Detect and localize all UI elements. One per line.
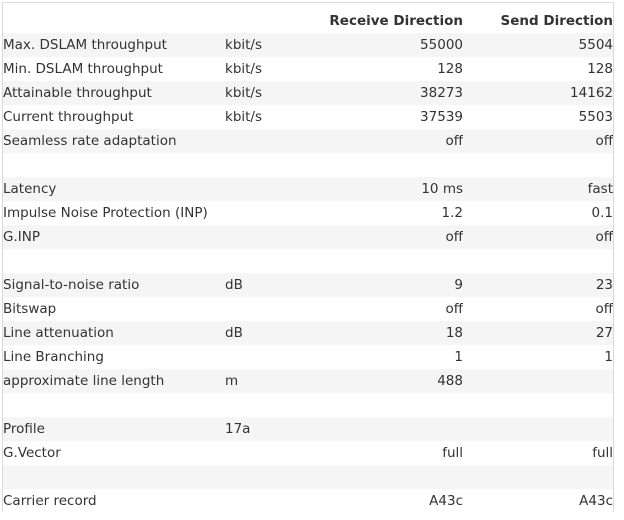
row-send-value: full <box>463 441 613 465</box>
row-label <box>3 465 225 489</box>
row-label: Attainable throughput <box>3 81 225 105</box>
row-label: G.Vector <box>3 441 225 465</box>
table-row <box>3 225 613 249</box>
row-receive-value: 18 <box>323 321 463 345</box>
row-label: Latency <box>3 177 225 201</box>
table-row <box>3 441 613 465</box>
table-row <box>3 369 613 393</box>
row-send-value <box>463 417 613 441</box>
row-unit: 17a <box>225 417 323 441</box>
table-row <box>3 489 613 513</box>
row-unit <box>225 249 323 273</box>
table-body <box>3 33 613 513</box>
row-label: Line attenuation <box>3 321 225 345</box>
row-receive-value <box>323 249 463 273</box>
row-send-value: off <box>463 129 613 153</box>
row-send-value: 5504 <box>463 33 613 57</box>
table-row <box>3 345 613 369</box>
row-receive-value: 37539 <box>323 105 463 129</box>
table-row <box>3 33 613 57</box>
table-row <box>3 57 613 81</box>
row-label: Profile <box>3 417 225 441</box>
row-label <box>3 153 225 177</box>
row-receive-value <box>323 153 463 177</box>
row-send-value: 128 <box>463 57 613 81</box>
row-unit <box>225 201 323 225</box>
row-label: G.INP <box>3 225 225 249</box>
table-row <box>3 201 613 225</box>
row-receive-value: 9 <box>323 273 463 297</box>
row-send-value: 5503 <box>463 105 613 129</box>
row-receive-value: 128 <box>323 57 463 81</box>
row-send-value: fast <box>463 177 613 201</box>
row-send-value <box>463 393 613 417</box>
row-unit <box>225 441 323 465</box>
row-send-value <box>463 369 613 393</box>
row-label: Seamless rate adaptation <box>3 129 225 153</box>
row-send-value: 1 <box>463 345 613 369</box>
table-row <box>3 273 613 297</box>
row-receive-value <box>323 393 463 417</box>
row-receive-value: off <box>323 129 463 153</box>
row-receive-value: 38273 <box>323 81 463 105</box>
row-unit <box>225 153 323 177</box>
row-send-value <box>463 153 613 177</box>
table-row <box>3 465 613 489</box>
row-send-value: A43c <box>463 489 613 513</box>
row-send-value: 0.1 <box>463 201 613 225</box>
row-send-value: 14162 <box>463 81 613 105</box>
row-label: Line Branching <box>3 345 225 369</box>
row-unit <box>225 129 323 153</box>
row-unit: kbit/s <box>225 57 323 81</box>
receive-direction-header: Receive Direction <box>323 9 463 33</box>
row-label <box>3 249 225 273</box>
row-unit <box>225 177 323 201</box>
table-row <box>3 153 613 177</box>
row-receive-value <box>323 465 463 489</box>
row-label: Bitswap <box>3 297 225 321</box>
row-receive-value: 1.2 <box>323 201 463 225</box>
row-unit <box>225 297 323 321</box>
row-unit: kbit/s <box>225 105 323 129</box>
header-unit-cell <box>225 9 323 33</box>
row-unit <box>225 393 323 417</box>
dsl-spectrum-table <box>3 9 613 513</box>
row-receive-value: 488 <box>323 369 463 393</box>
row-label: Max. DSLAM throughput <box>3 33 225 57</box>
row-label: Impulse Noise Protection (INP) <box>3 201 225 225</box>
row-label: Carrier record <box>3 489 225 513</box>
row-receive-value: 10 ms <box>323 177 463 201</box>
row-label: approximate line length <box>3 369 225 393</box>
row-unit: kbit/s <box>225 81 323 105</box>
row-send-value: 27 <box>463 321 613 345</box>
row-send-value: 23 <box>463 273 613 297</box>
send-direction-header: Send Direction <box>463 9 613 33</box>
table-row <box>3 129 613 153</box>
row-receive-value: off <box>323 297 463 321</box>
table-row <box>3 297 613 321</box>
row-receive-value: A43c <box>323 489 463 513</box>
row-label: Signal-to-noise ratio <box>3 273 225 297</box>
row-label: Current throughput <box>3 105 225 129</box>
table-row <box>3 321 613 345</box>
row-receive-value: off <box>323 225 463 249</box>
row-send-value <box>463 249 613 273</box>
row-unit: kbit/s <box>225 33 323 57</box>
row-unit <box>225 489 323 513</box>
dsl-information-panel <box>2 2 614 512</box>
row-unit: m <box>225 369 323 393</box>
row-unit <box>225 345 323 369</box>
table-row <box>3 81 613 105</box>
row-receive-value: full <box>323 441 463 465</box>
table-row <box>3 417 613 441</box>
row-label <box>3 393 225 417</box>
row-receive-value: 1 <box>323 345 463 369</box>
row-unit <box>225 225 323 249</box>
row-label: Min. DSLAM throughput <box>3 57 225 81</box>
row-unit: dB <box>225 321 323 345</box>
header-label-cell <box>3 9 225 33</box>
row-send-value: off <box>463 297 613 321</box>
row-send-value <box>463 465 613 489</box>
row-send-value: off <box>463 225 613 249</box>
table-row <box>3 177 613 201</box>
row-unit: dB <box>225 273 323 297</box>
table-header-row <box>3 9 613 33</box>
table-row <box>3 393 613 417</box>
row-unit <box>225 465 323 489</box>
row-receive-value <box>323 417 463 441</box>
table-row <box>3 105 613 129</box>
table-row <box>3 249 613 273</box>
row-receive-value: 55000 <box>323 33 463 57</box>
